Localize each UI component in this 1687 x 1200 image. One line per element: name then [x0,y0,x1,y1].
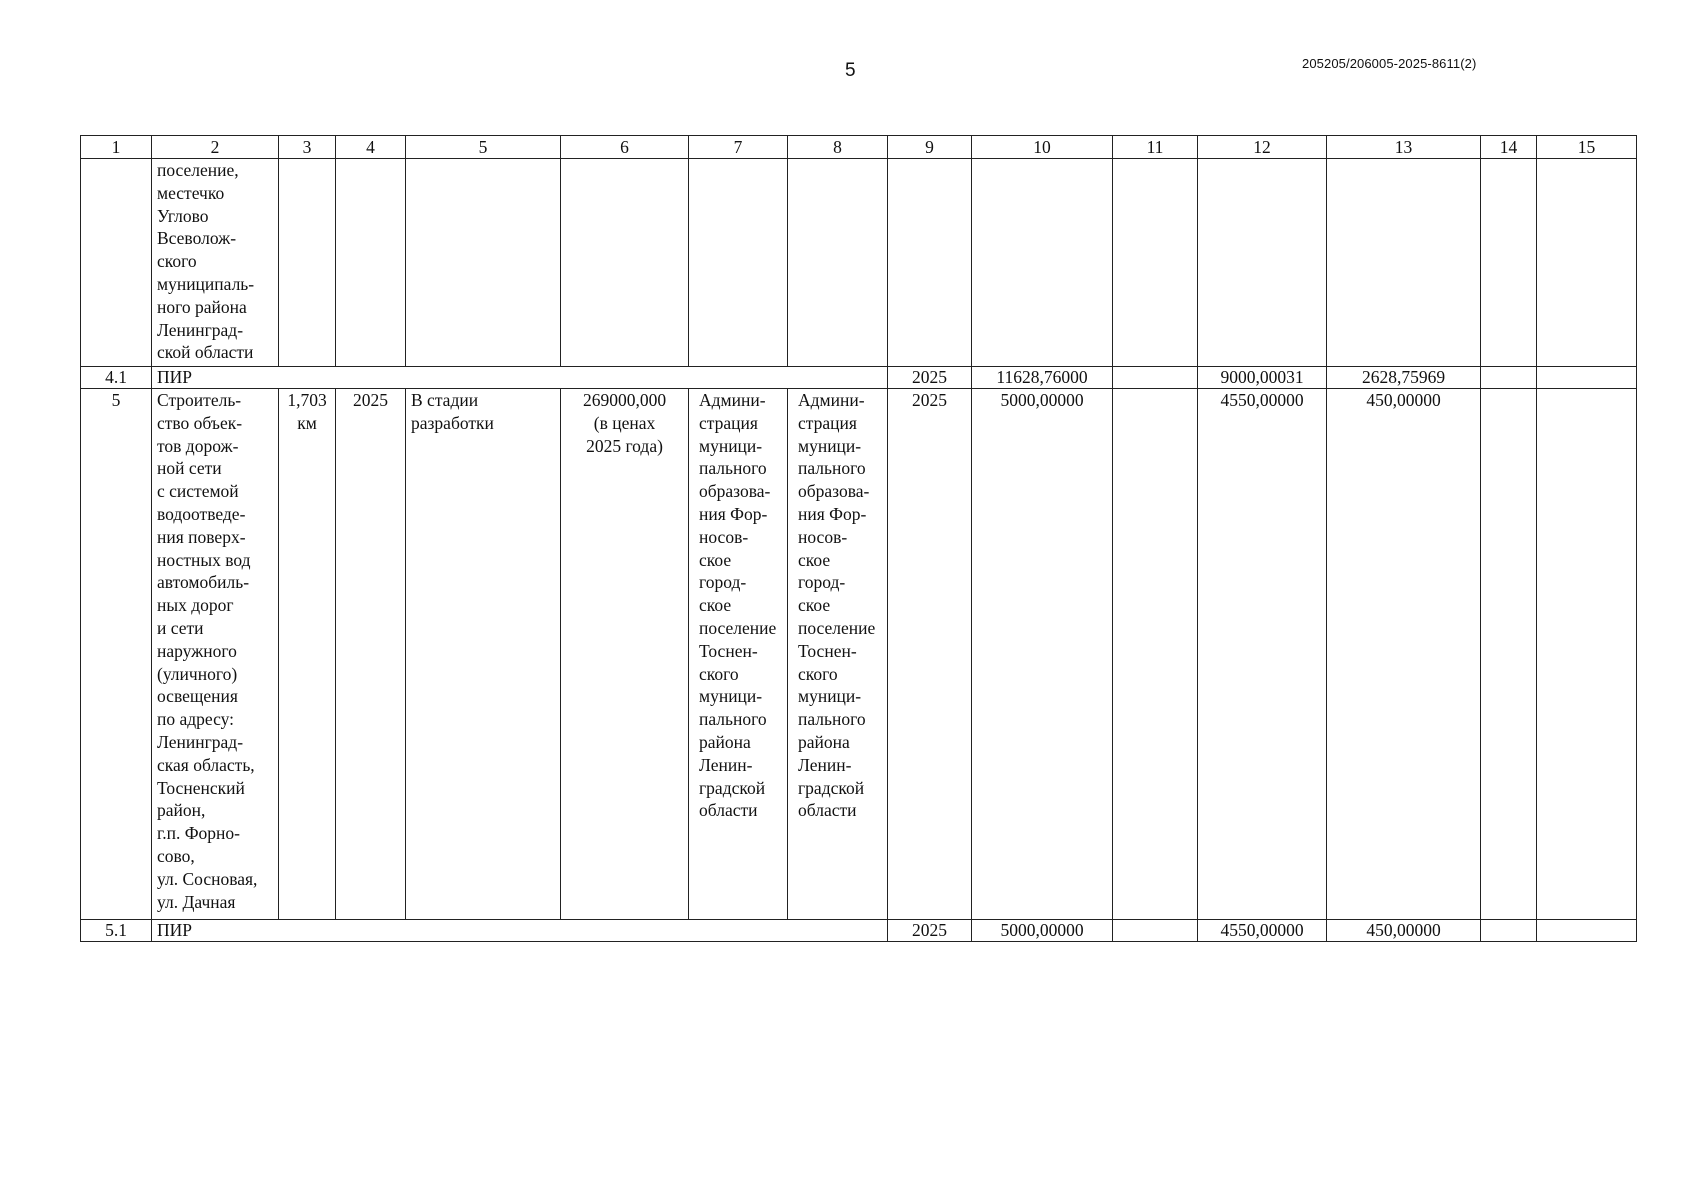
amount-col12: 9000,00031 [1198,367,1327,389]
table-cell [788,159,888,367]
table-cell [1537,159,1637,367]
table-cell [1481,367,1537,389]
start-year: 2025 [336,389,406,920]
table-cell [1537,367,1637,389]
amount-col13: 2628,75969 [1327,367,1481,389]
column-number-header-row [81,136,1637,159]
column-number: 5 [406,136,561,159]
developer: Админи- страция муници- пального образова- ния Фор- носов- ское город- ское поселение Тоснен- ского муници- пального района Ленин- градской области [788,389,888,920]
row-number: 5.1 [81,920,152,942]
table-cell [1481,159,1537,367]
column-number: 15 [1537,136,1637,159]
column-number: 6 [561,136,689,159]
table-cell [1537,389,1637,920]
table-cell [972,159,1113,367]
table-cell [1481,389,1537,920]
column-number: 1 [81,136,152,159]
object-name-continuation: поселение, местечко Углово Всеволож- ского муниципаль- ного района Ленинград- ской области [152,159,279,367]
row-number: 4.1 [81,367,152,389]
table-row-continuation [81,159,1637,367]
column-number: 3 [279,136,336,159]
financing-year: 2025 [888,920,972,942]
table-row-5 [81,389,1637,920]
table-cell [1113,367,1198,389]
column-number: 8 [788,136,888,159]
table-cell [1113,920,1198,942]
estimated-cost: 269000,000 (в ценах 2025 года) [561,389,689,920]
column-number: 10 [972,136,1113,159]
table-cell [1113,389,1198,920]
object-capacity: 1,703 км [279,389,336,920]
table-cell [336,159,406,367]
column-number: 7 [689,136,788,159]
amount-col13: 450,00000 [1327,920,1481,942]
table-cell [561,159,689,367]
table-cell [689,159,788,367]
table-row-5-1 [81,920,1637,942]
amount-col13: 450,00000 [1327,389,1481,920]
amount-col12: 4550,00000 [1198,389,1327,920]
column-number: 4 [336,136,406,159]
total-amount: 5000,00000 [972,920,1113,942]
financing-year: 2025 [888,389,972,920]
column-number: 12 [1198,136,1327,159]
total-amount: 5000,00000 [972,389,1113,920]
customer: Админи- страция муници- пального образова- ния Фор- носов- ское город- ское поселение Тоснен- ского муници- пального района Ленин- градской области [689,389,788,920]
total-amount: 11628,76000 [972,367,1113,389]
column-number: 13 [1327,136,1481,159]
column-number: 14 [1481,136,1537,159]
row-label: ПИР [152,920,888,942]
column-number: 9 [888,136,972,159]
table-cell [81,159,152,367]
table-cell [406,159,561,367]
row-label: ПИР [152,367,888,389]
document-registration-code: 205205/206005-2025-8611(2) [1302,56,1477,71]
amount-col12: 4550,00000 [1198,920,1327,942]
project-stage: В стадии разработки [406,389,561,920]
column-number: 11 [1113,136,1198,159]
table-row-4-1 [81,367,1637,389]
page-number: 5 [845,60,856,81]
financing-year: 2025 [888,367,972,389]
table-cell [1537,920,1637,942]
table-cell [1481,920,1537,942]
object-name: Строитель- ство объек- тов дорож- ной сети с системой водоотведе- ния поверх- ностных вод автомобиль- ных дорог и сети наружного (уличного) освещения по адресу: Ленинград- ская область, Тосненский район, г.п. Форно- сово, ул. Сосновая, ул. Дачная [152,389,279,920]
table-cell [1327,159,1481,367]
column-number: 2 [152,136,279,159]
investment-program-table [80,135,1637,942]
table-cell [1113,159,1198,367]
table-cell [888,159,972,367]
table-cell [279,159,336,367]
row-number: 5 [81,389,152,920]
table-cell [1198,159,1327,367]
